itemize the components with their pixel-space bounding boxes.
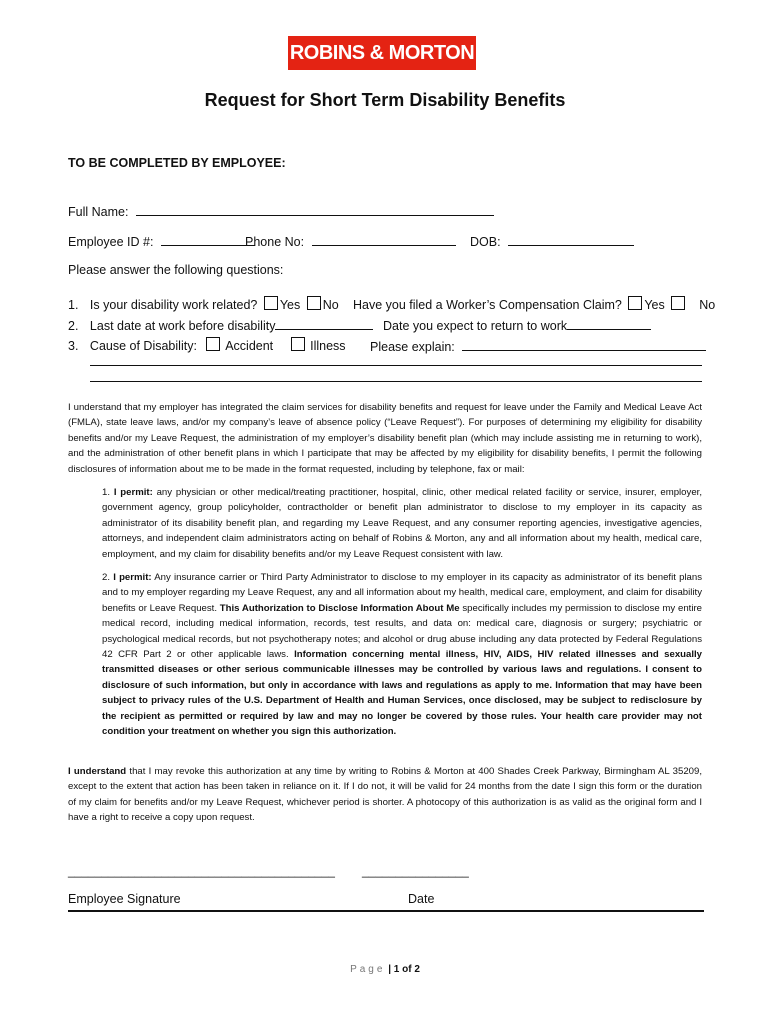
full-name-label: Full Name:: [68, 205, 129, 219]
employee-id-field[interactable]: [161, 232, 255, 246]
signature-line[interactable]: ________________________________________: [68, 864, 335, 878]
p1-bold: I permit:: [113, 487, 153, 498]
employee-id-label: Employee ID #:: [68, 235, 154, 249]
q1b-no-checkbox[interactable]: [671, 296, 685, 310]
q1b-yes-label: Yes: [644, 298, 665, 312]
form-title: Request for Short Term Disability Benefits: [204, 90, 566, 110]
permit-paragraph-1: [102, 485, 702, 562]
phone-label: Phone No:: [245, 235, 305, 249]
p2-bold: I permit:: [113, 572, 152, 583]
q1b-text: Have you filed a Worker’s Compensation Claim?: [353, 298, 622, 312]
illness-checkbox[interactable]: [291, 337, 305, 351]
page-footer: [0, 964, 770, 975]
p1-text: any physician or other medical/treating practitioner, hospital, clinic, other medical related facility or service, insurer, employer, government agency, group policyholder, contractholder or benefit plan administrator to disclose to my employer in its capacity as administrator of its disability benefit plan, and regarding my Leave Request, and any consumer reporting agencies, investigative agencies, attorneys, and independent claim administrators acting on behalf of Robins & Morton, any and all information about my health, medical care, employment, and my claim for disability benefits and/or my Leave Request consistent with law.: [102, 487, 702, 560]
final-text: that I may revoke this authorization at any time by writing to Robins & Morton at 400 Shades Creek Parkway, Birmingham AL 35209, except to the extent that action has been taken in reliance on it. If I do not, it will be valid for 24 months from the date I sign this form or the duration of my claim for benefits and/or my Leave Request, whichever period is shorter. A photocopy of this authorization is as valid as the original form and I have a right to receive a copy upon request.: [68, 766, 702, 824]
q2-number: 2.: [68, 319, 79, 333]
q1-no-checkbox[interactable]: [307, 296, 321, 310]
signature-label: Employee Signature: [68, 892, 181, 906]
explain-label: Please explain:: [370, 340, 455, 354]
page-word: Page: [350, 964, 386, 975]
final-bold: I understand: [68, 766, 127, 777]
question-1: [68, 296, 339, 312]
explain-line-2[interactable]: [90, 365, 702, 366]
q1-yes-label: Yes: [279, 298, 301, 312]
accident-checkbox[interactable]: [206, 337, 220, 351]
section-heading: TO BE COMPLETED BY EMPLOYEE:: [68, 156, 286, 170]
q1b-no-label: No: [699, 298, 716, 312]
last-date-field[interactable]: [275, 316, 373, 330]
date-label: Date: [408, 892, 435, 906]
divider: [68, 910, 704, 912]
question-1b: [353, 296, 715, 312]
q2-text: Last date at work before disability: [89, 319, 276, 333]
q3-number: 3.: [68, 339, 79, 353]
intro-paragraph: I understand that my employer has integrated the claim services for disability benefits and request for leave under the Family and Medical Leave Act (FMLA), state leave laws, and/or my company’s leave of absence policy (“Leave Request”). For purposes of determining my eligibility for disability benefits and/or my Leave Request, the administration of my employer’s disability benefit plan (which may include assisting me in returning to work), and the administration of other benefit plans in which I participate that may be affected by my eligibility for disability benefits, I permit the following disclosures of information about me to be made in the format requested, including by telephone, fax or mail:: [68, 402, 702, 475]
p2-bold-d: Information concerning mental illness, HIV, AIDS, HIV related illnesses and sexually transmitted diseases or other serious communicable illnesses may be controlled by various laws and regulations. I consent to disclosure of such information, but only in accordance with laws and regulations as apply to me. Information that may have been subject to privacy rules of the U.S. Department of Health and Human Services, once disclosed, may be subject to redisclosure by the recipient as permitted or required by law and may no longer be covered by those rules. Your health care provider may not condition your treatment on whether you sign this authorization.: [102, 649, 703, 738]
q2b-text: Date you expect to return to work: [383, 319, 568, 333]
p2-text-c: specifically includes my permission to disclose my entire medical record, including medical information, records, test results, and data on: medical care, diagnosis or surgery; psychiatric or psychological medical records, but not psychotherapy notes; and alcohol or drug abuse including any data protected by Federal Regulations 42 CFR Part 2 or other applicable laws.: [102, 602, 702, 661]
q1-yes-checkbox[interactable]: [264, 296, 278, 310]
employee-id-row: [68, 232, 255, 249]
phone-row: [245, 232, 456, 249]
illness-label: Illness: [310, 339, 346, 353]
question-2: [68, 316, 373, 333]
p1-number: 1.: [102, 487, 111, 498]
phone-field[interactable]: [312, 232, 456, 246]
explain-field[interactable]: [462, 337, 706, 351]
q1-no-label: No: [322, 298, 339, 312]
question-3: [68, 337, 346, 353]
return-date-field[interactable]: [567, 316, 651, 330]
q3-text: Cause of Disability:: [89, 339, 197, 353]
page-number: | 1 of 2: [388, 964, 420, 975]
date-line[interactable]: ________________: [362, 864, 469, 878]
q1-text: Is your disability work related?: [89, 298, 258, 312]
dob-label: DOB:: [470, 235, 501, 249]
p2-number: 2.: [102, 572, 111, 583]
full-name-row: [68, 202, 494, 219]
company-logo: ROBINS & MORTON: [288, 36, 476, 70]
dob-field[interactable]: [508, 232, 634, 246]
q1b-yes-checkbox[interactable]: [628, 296, 642, 310]
q1-number: 1.: [68, 298, 79, 312]
accident-label: Accident: [225, 339, 274, 353]
full-name-field[interactable]: [136, 202, 494, 216]
understand-paragraph: [68, 764, 702, 826]
p2-bold-b: This Authorization to Disclose Information About Me: [219, 602, 460, 614]
permit-paragraph-2: [102, 570, 702, 739]
questions-intro: Please answer the following questions:: [68, 263, 284, 277]
explain-row: [370, 337, 706, 354]
p2-text-a: Any insurance carrier or Third Party Administrator to disclose to my employer in its capacity as administrator of its benefit plans and to my employer regarding my Leave Request, any and all information about my health, medical care, employment, and claim for disability benefits or Leave Request.: [102, 572, 703, 614]
question-2b: [383, 316, 651, 333]
explain-line-3[interactable]: [90, 381, 702, 382]
dob-row: [470, 232, 634, 249]
